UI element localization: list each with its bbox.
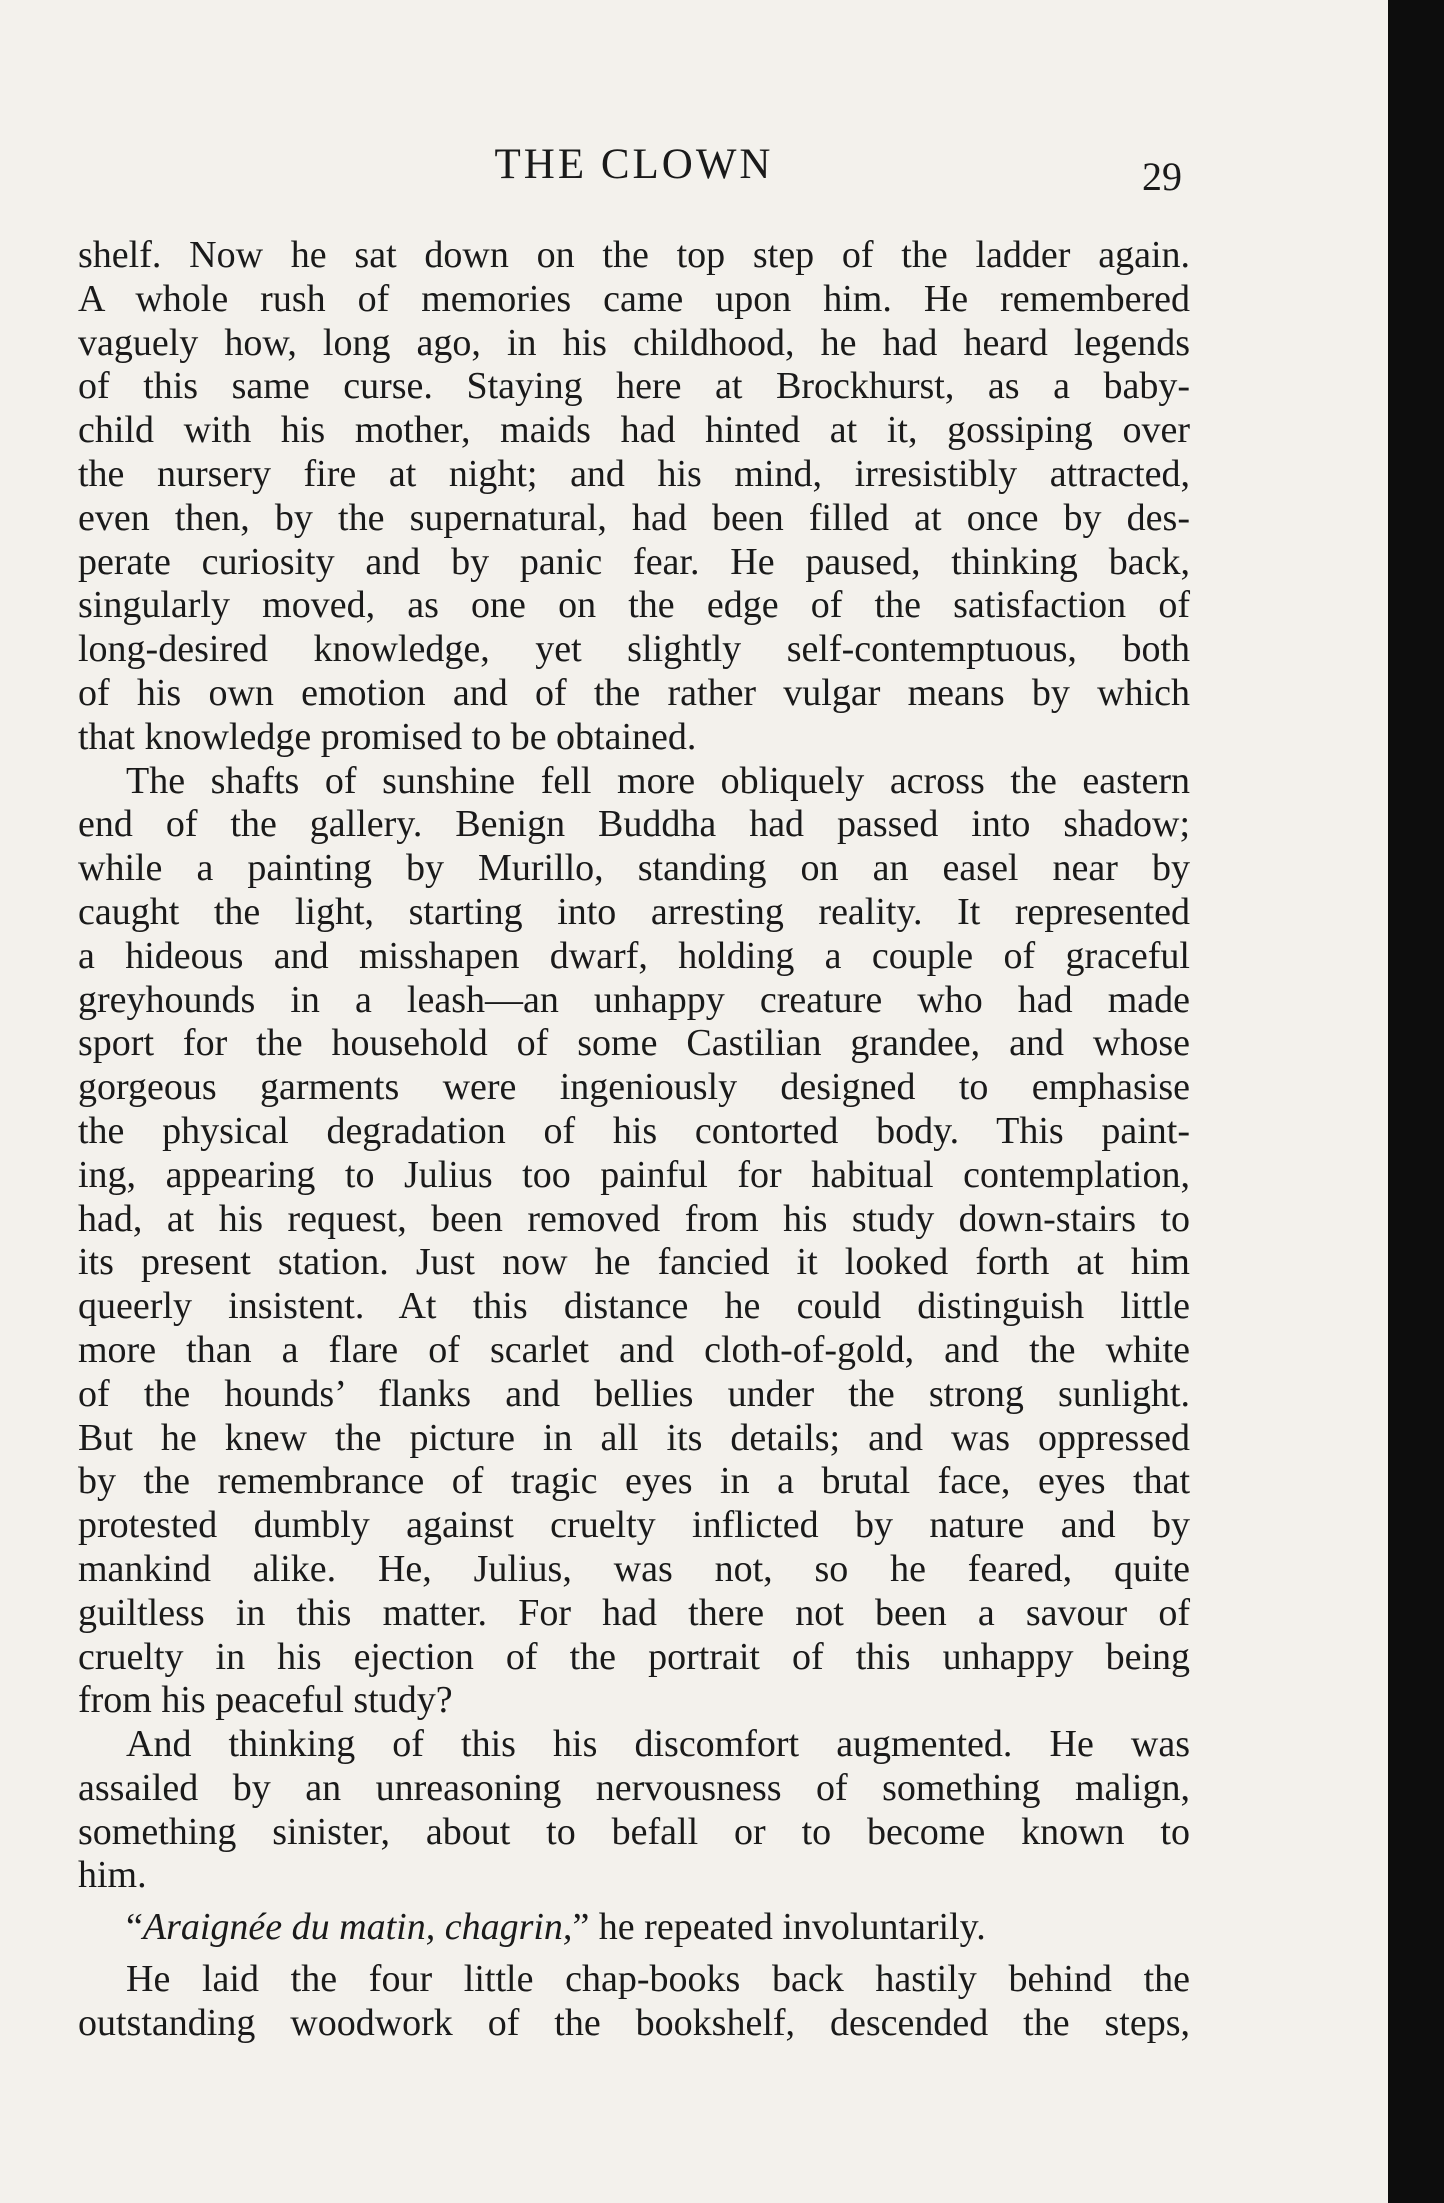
text-line: A whole rush of memories came upon him. He remembered: [78, 277, 1190, 320]
text-line: protested dumbly against cruelty inflicted by nature and by: [78, 1504, 1190, 1547]
text-line: even then, by the supernatural, had been filled at once by des-: [78, 496, 1190, 539]
text-line: more than a flare of scarlet and cloth-of-gold, and the white: [78, 1328, 1190, 1371]
quoted-line: [78, 1906, 1190, 1950]
paragraph-4: [78, 1906, 1190, 1950]
text-line: guiltless in this matter. For had there not been a savour of: [78, 1591, 1190, 1634]
text-line: from his peaceful study?: [78, 1679, 453, 1722]
text-line: had, at his request, been removed from his study down-stairs to: [78, 1197, 1190, 1240]
italic-french-phrase: Araignée du matin, chagrin,: [142, 1906, 573, 1949]
text-line: singularly moved, as one on the edge of the satisfaction of: [78, 584, 1190, 627]
text-line: him.: [78, 1854, 147, 1897]
running-title: THE CLOWN: [494, 141, 774, 188]
text-line: long-desired knowledge, yet slightly self-contemptuous, both: [78, 628, 1190, 671]
text-line: the physical degradation of his contorted body. This paint-: [78, 1109, 1190, 1152]
text-line: He laid the four little chap-books back hastily behind the: [126, 1958, 1190, 2001]
text-line: something sinister, about to befall or to become known to: [78, 1810, 1190, 1853]
text-line: outstanding woodwork of the bookshelf, descended the steps,: [78, 2001, 1190, 2044]
text-line: that knowledge promised to be obtained.: [78, 715, 697, 758]
paragraph-3: [78, 1723, 1190, 1898]
text-line: by the remembrance of tragic eyes in a brutal face, eyes that: [78, 1460, 1190, 1503]
text-line: its present station. Just now he fancied it looked forth at him: [78, 1241, 1190, 1284]
paragraph-gap: [78, 1898, 1190, 1906]
page-header: [78, 140, 1190, 199]
quote-continuation: ” he repeated involuntarily.: [572, 1906, 986, 1949]
paragraph-gap: [78, 1950, 1190, 1958]
text-line: perate curiosity and by panic fear. He paused, thinking back,: [78, 540, 1190, 583]
text-line: assailed by an unreasoning nervousness of something malign,: [78, 1766, 1190, 1809]
open-quote: “: [126, 1906, 143, 1949]
page-number: 29: [1142, 154, 1182, 199]
text-line: end of the gallery. Benign Buddha had passed into shadow;: [78, 803, 1190, 846]
paragraph-1: [78, 234, 1190, 760]
text-line: The shafts of sunshine fell more obliquely across the eastern: [126, 759, 1190, 802]
text-line: shelf. Now he sat down on the top step of the ladder again.: [78, 234, 1190, 276]
paragraph-2: [78, 760, 1190, 1724]
text-line: caught the light, starting into arresting reality. It represented: [78, 890, 1190, 933]
text-line: cruelty in his ejection of the portrait of this unhappy being: [78, 1635, 1190, 1678]
text-line: vaguely how, long ago, in his childhood, he had heard legends: [78, 321, 1190, 364]
text-line: of this same curse. Staying here at Brockhurst, as a baby-: [78, 365, 1190, 408]
text-line: mankind alike. He, Julius, was not, so he feared, quite: [78, 1547, 1190, 1590]
text-line: But he knew the picture in all its details; and was oppressed: [78, 1416, 1190, 1459]
text-line: sport for the household of some Castilian grandee, and whose: [78, 1022, 1190, 1065]
text-line: queerly insistent. At this distance he could distinguish little: [78, 1285, 1190, 1328]
page-edge-shadow: [1388, 0, 1444, 2203]
text-line: of the hounds’ flanks and bellies under the strong sunlight.: [78, 1372, 1190, 1415]
text-line: the nursery fire at night; and his mind, irresistibly attracted,: [78, 452, 1190, 495]
body-text: [78, 234, 1190, 2046]
text-line: while a painting by Murillo, standing on an easel near by: [78, 847, 1190, 890]
text-line: of his own emotion and of the rather vulgar means by which: [78, 671, 1190, 714]
text-line: gorgeous garments were ingeniously designed to emphasise: [78, 1066, 1190, 1109]
text-line: ing, appearing to Julius too painful for habitual contemplation,: [78, 1153, 1190, 1196]
paragraph-5: [78, 1958, 1190, 2046]
text-line: a hideous and misshapen dwarf, holding a couple of graceful: [78, 934, 1190, 977]
text-line: greyhounds in a leash—an unhappy creature who had made: [78, 978, 1190, 1021]
text-line: And thinking of this his discomfort augmented. He was: [126, 1723, 1190, 1766]
text-line: child with his mother, maids had hinted at it, gossiping over: [78, 409, 1190, 452]
